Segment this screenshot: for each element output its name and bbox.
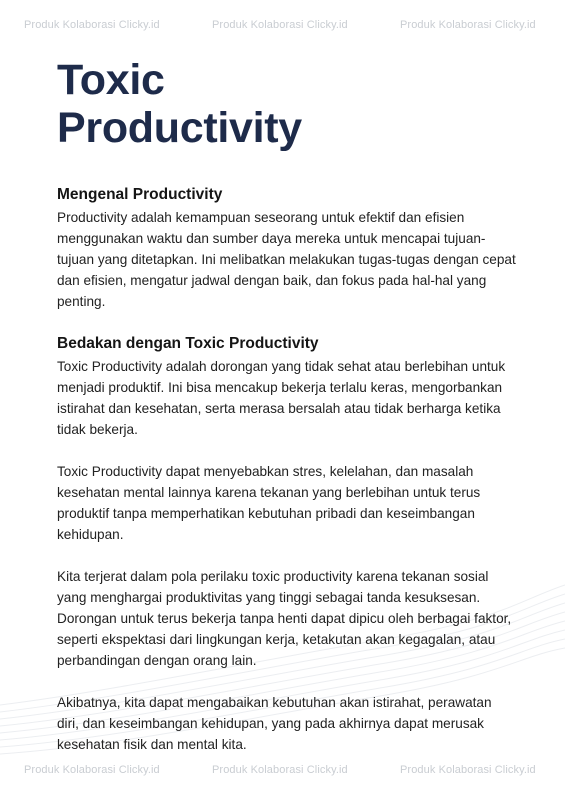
section-paragraph: Toxic Productivity dapat menyebabkan stres, kelelahan, dan masalah kesehatan mental lainnya karena tekanan yang berlebihan untuk terus produktif tanpa memperhatikan kebutuhan pribadi dan keseimbangan kehidupan. [57,464,481,542]
watermark-text: Produk Kolaborasi Clicky.id [24,19,160,31]
watermark-text: Produk Kolaborasi Clicky.id [212,19,348,31]
section-heading: Mengenal Productivity [57,186,223,203]
watermark-text: Produk Kolaborasi Clicky.id [400,19,536,31]
section-mengenal-productivity [57,185,517,312]
section-paragraph: Productivity adalah kemampuan seseorang untuk efektif dan efisien menggunakan waktu dan sumber daya mereka untuk mencapai tujuan-tujuan yang ditetapkan. Ini melibatkan melakukan tugas-tugas dengan cepat dan efisien, mengatur jadwal dengan baik, dan fokus pada hal-hal yang penting. [57,210,516,309]
page-title-line-1: Toxic [57,56,165,104]
section-paragraph: Toxic Productivity adalah dorongan yang tidak sehat atau berlebihan untuk menjadi produktif. Ini bisa mencakup bekerja terlalu keras, mengorbankan istirahat dan kesehatan, serta merasa bersalah atau tidak berharga ketika tidak bekerja. [57,359,506,437]
section-paragraph: Akibatnya, kita dapat mengabaikan kebutuhan akan istirahat, perawatan diri, dan keseimbangan kehidupan, yang pada akhirnya dapat merusak kesehatan fisik dan mental kita. [57,695,492,752]
watermark-text: Produk Kolaborasi Clicky.id [400,764,536,776]
watermark-text: Produk Kolaborasi Clicky.id [212,764,348,776]
page-title [57,56,517,152]
section-paragraph: Kita terjerat dalam pola perilaku toxic productivity karena tekanan sosial yang menghargai produktivitas yang tinggi sebagai tanda kesuksesan. Dorongan untuk terus bekerja tanpa henti dapat dipicu oleh berbagai faktor, seperti ekspektasi dari lingkungan kerja, ketakutan akan kegagalan, atau perbandingan dengan orang lain. [57,569,512,668]
watermark-row-top [0,19,565,35]
document-content [57,56,517,755]
page-title-line-2: Productivity [57,104,302,152]
watermark-text: Produk Kolaborasi Clicky.id [24,764,160,776]
section-toxic-productivity [57,334,517,755]
section-heading: Bedakan dengan Toxic Productivity [57,335,319,352]
watermark-row-bottom [0,764,565,780]
